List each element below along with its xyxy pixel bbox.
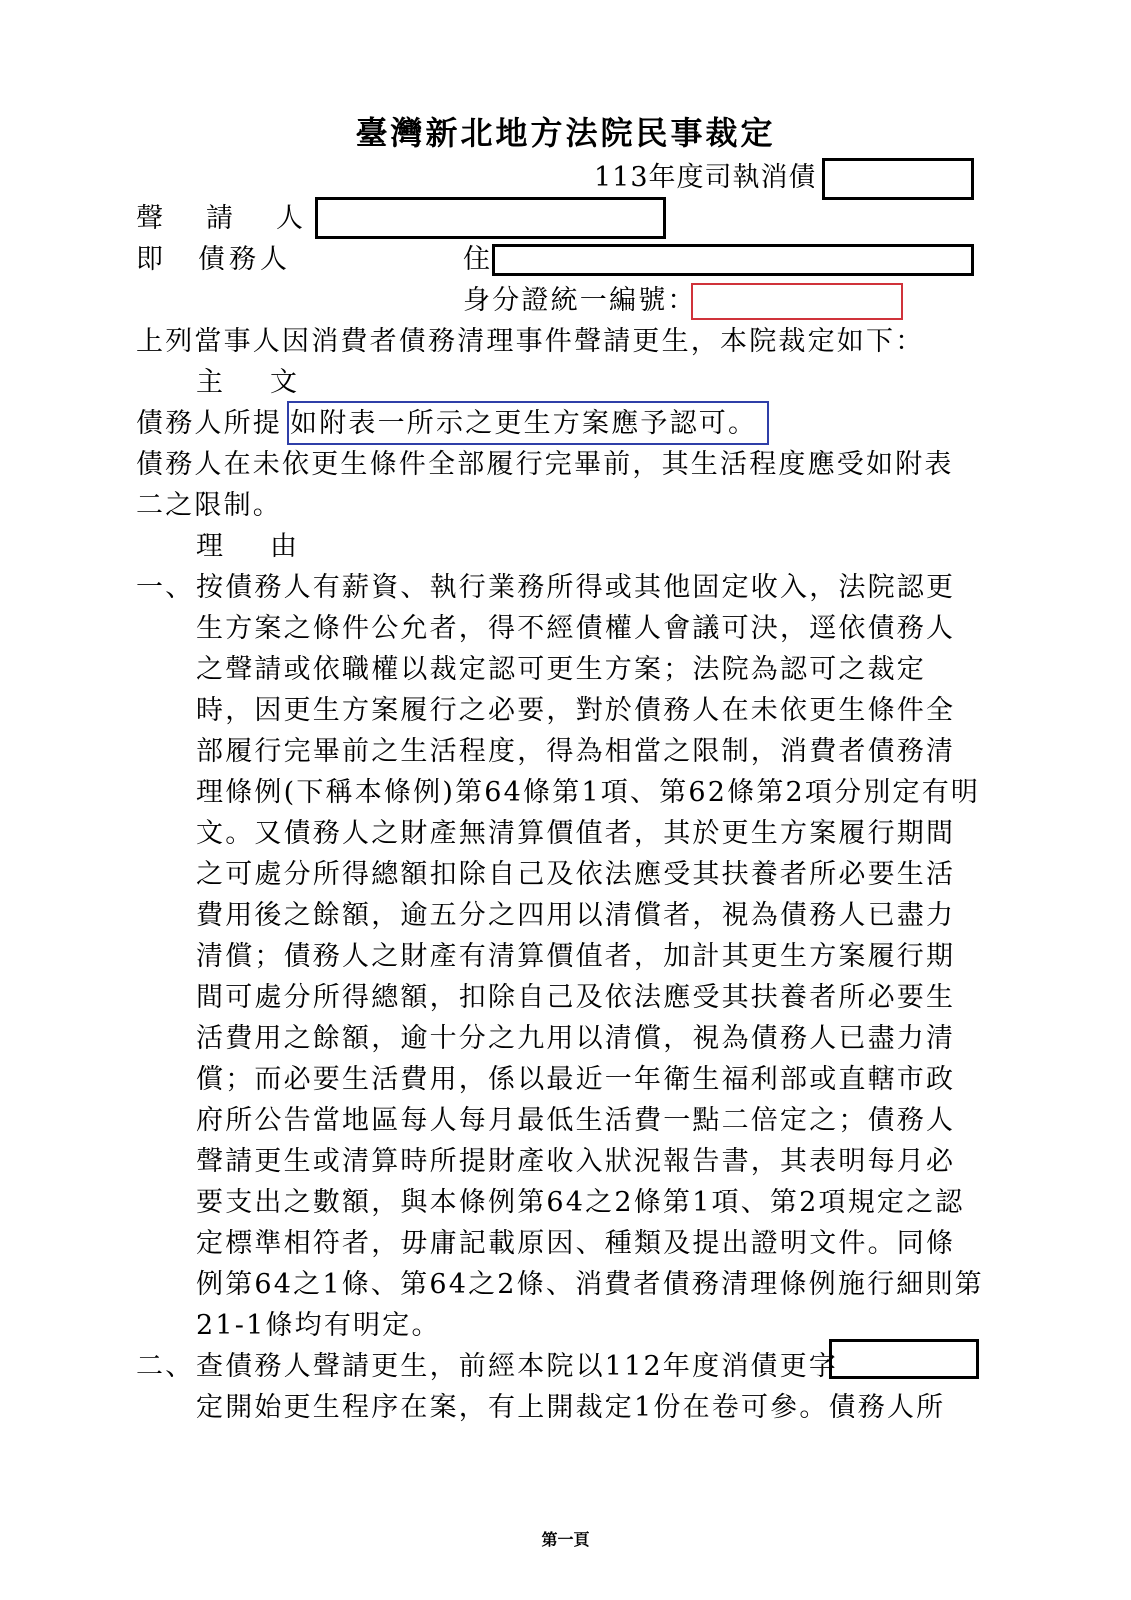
reason1-line: 清償；債務人之財產有清算價值者，加計其更生方案履行期	[196, 941, 956, 972]
reason1-line: 之聲請或依職權以裁定認可更生方案；法院為認可之裁定	[196, 654, 926, 685]
reason2-marker: 二、	[136, 1351, 195, 1382]
reason1-line: 之可處分所得總額扣除自己及依法應受其扶養者所必要生活	[196, 859, 956, 890]
reason1-line: 例第64之1條、第64之2條、消費者債務清理條例施行細則第	[196, 1269, 984, 1300]
reason2-line: 定開始更生程序在案，有上開裁定1份在卷可參。債務人所	[196, 1392, 946, 1423]
reason1-line: 21-1條均有明定。	[196, 1310, 441, 1341]
highlight-box	[287, 401, 769, 445]
reason1-line: 聲請更生或清算時所提財產收入狀況報告書，其表明每月必	[196, 1146, 956, 1177]
reason1-line: 費用後之餘額，逾五分之四用以清償者，視為債務人已盡力	[196, 900, 956, 931]
applicant-label: 聲 請 人	[136, 203, 311, 234]
reason1-line: 生方案之條件公允者，得不經債權人會議可決，逕依債務人	[196, 613, 956, 644]
main-text-line2: 債務人在未依更生條件全部履行完畢前，其生活程度應受如附表	[136, 449, 954, 480]
redacted-case-reference	[829, 1339, 979, 1379]
main-text-line1-prefix: 債務人所提	[136, 408, 282, 439]
document-title: 臺灣新北地方法院民事裁定	[355, 114, 776, 152]
intro-paragraph: 上列當事人因消費者債務清理事件聲請更生，本院裁定如下：	[136, 326, 925, 357]
reason1-line: 按債務人有薪資、執行業務所得或其他固定收入，法院認更	[196, 572, 956, 603]
reason1-line: 定標準相符者，毋庸記載原因、種類及提出證明文件。同條	[196, 1228, 956, 1259]
reason1-line: 理條例(下稱本條例)第64條第1項、第62條第2項分別定有明	[196, 777, 981, 808]
reason1-marker: 一、	[136, 572, 195, 603]
reason1-line: 府所公告當地區每人每月最低生活費一點二倍定之；債務人	[196, 1105, 956, 1136]
address-label: 住	[463, 244, 493, 275]
redacted-applicant-name	[315, 197, 666, 239]
id-number-label: 身分證統一編號：	[463, 285, 697, 316]
reason1-line: 償；而必要生活費用，係以最近一年衛生福利部或直轄市政	[196, 1064, 956, 1095]
reason1-line: 要支出之數額，與本條例第64之2條第1項、第2項規定之認	[196, 1187, 965, 1218]
main-text-line3: 二之限制。	[136, 490, 282, 521]
debtor-label: 即 債務人	[136, 244, 291, 275]
redacted-case-number	[822, 158, 974, 200]
main-text-heading: 主 文	[196, 367, 307, 398]
reason-heading: 理 由	[196, 531, 307, 562]
redacted-id-number	[691, 283, 903, 320]
main-text-line1-ruling: 如附表一所示之更生方案應予認可。	[290, 408, 758, 439]
reason1-line: 時，因更生方案履行之必要，對於債務人在未依更生條件全	[196, 695, 956, 726]
case-number: 113年度司執消債	[594, 162, 817, 193]
reason1-line: 活費用之餘額，逾十分之九用以清償，視為債務人已盡力清	[196, 1023, 956, 1054]
reason1-line: 間可處分所得總額，扣除自己及依法應受其扶養者所必要生	[196, 982, 956, 1013]
reason1-line: 文。又債務人之財產無清算價值者，其於更生方案履行期間	[196, 818, 956, 849]
page-number: 第一頁	[541, 1530, 590, 1549]
reason1-line: 部履行完畢前之生活程度，得為相當之限制，消費者債務清	[196, 736, 956, 767]
reason2-line: 查債務人聲請更生，前經本院以112年度消債更字	[196, 1351, 839, 1382]
redacted-address	[492, 244, 974, 276]
